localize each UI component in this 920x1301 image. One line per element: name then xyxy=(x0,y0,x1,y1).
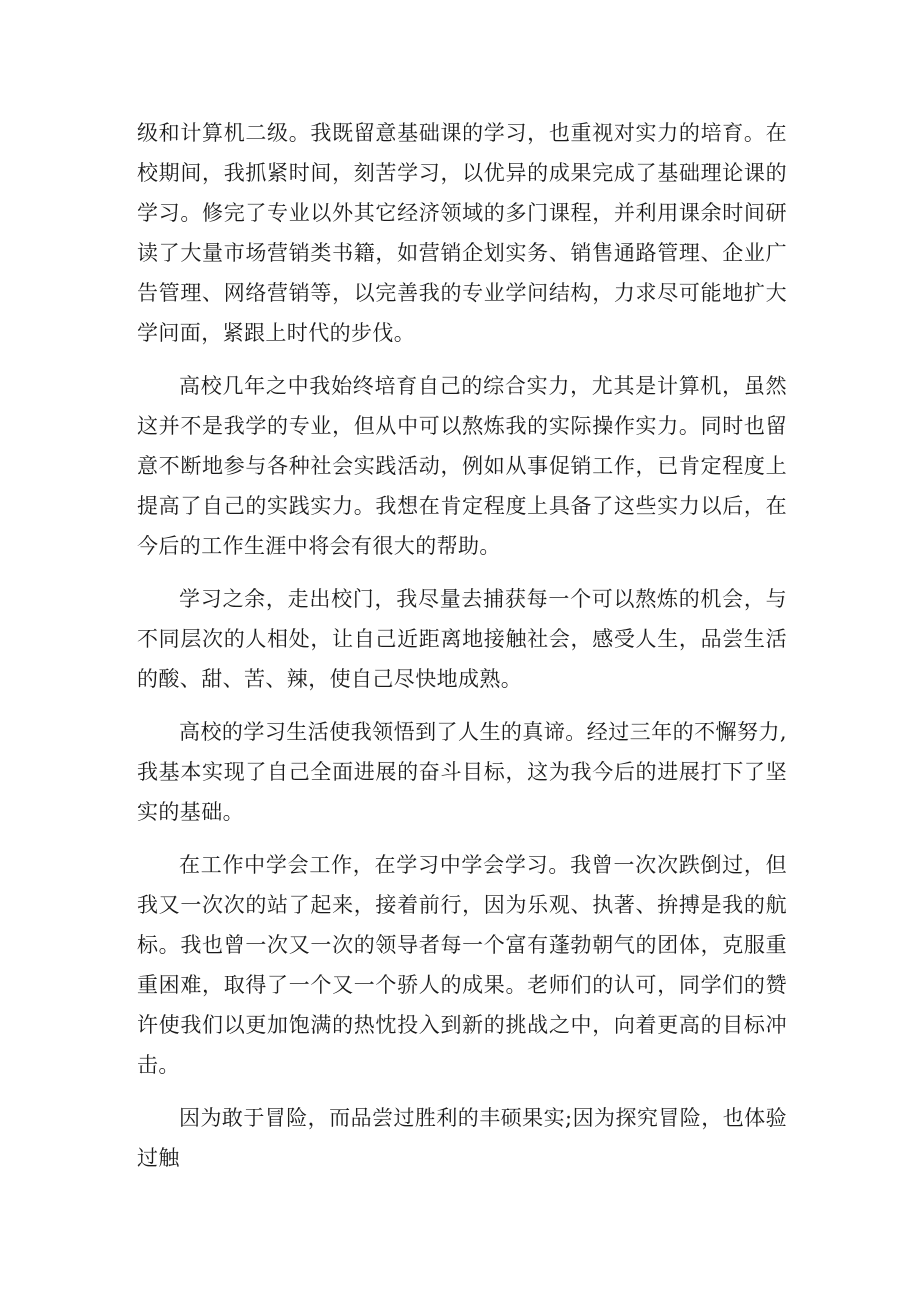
paragraph-4: 高校的学习生活使我领悟到了人生的真谛。经过三年的不懈努力,我基本实现了自己全面进展的奋斗目标，这为我今后的进展打下了坚实的基础。 xyxy=(137,720,787,824)
paragraph-2: 高校几年之中我始终培育自己的综合实力，尤其是计算机，虽然这并不是我学的专业，但从中可以熬炼我的实际操作实力。同时也留意不断地参与各种社会实践活动，例如从事促销工作，已肯定程度上提高了自己的实践实力。我想在肯定程度上具备了这些实力以后，在今后的工作生涯中将会有很大的帮助。 xyxy=(137,374,787,558)
paragraph-6: 因为敢于冒险，而品尝过胜利的丰硕果实;因为探究冒险，也体验过触 xyxy=(137,1106,787,1170)
paragraph-5: 在工作中学会工作，在学习中学会学习。我曾一次次跌倒过，但我又一次次的站了起来，接着前行，因为乐观、执著、拚搏是我的航标。我也曾一次又一次的领导者每一个富有蓬勃朝气的团体，克服重重困难，取得了一个又一个骄人的成果。老师们的认可，同学们的赞许使我们以更加饱满的热忱投入到新的挑战之中，向着更高的目标冲击。 xyxy=(137,853,787,1077)
paragraph-1: 级和计算机二级。我既留意基础课的学习，也重视对实力的培育。在校期间，我抓紧时间，刻苦学习，以优异的成果完成了基础理论课的学习。修完了专业以外其它经济领域的多门课程，并利用课余时间研读了大量市场营销类书籍，如营销企划实务、销售通路管理、企业广告管理、网络营销等，以完善我的专业学问结构，力求尽可能地扩大学问面，紧跟上时代的步伐。 xyxy=(137,121,787,345)
document-body xyxy=(137,113,787,1191)
paragraph-3: 学习之余，走出校门，我尽量去捕获每一个可以熬炼的机会，与不同层次的人相处，让自己近距离地接触社会，感受人生，品尝生活的酸、甜、苦、辣，使自己尽快地成熟。 xyxy=(137,587,787,691)
